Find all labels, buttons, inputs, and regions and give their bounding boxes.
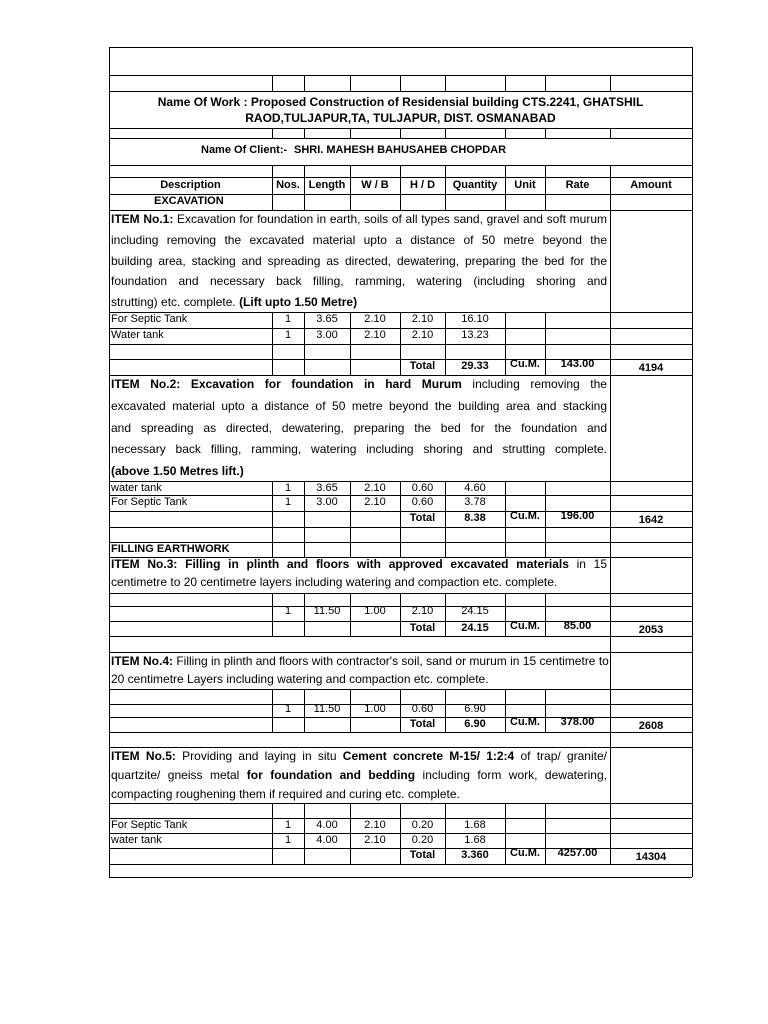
item-note: (Lift upto 1.50 Metre)	[239, 295, 358, 309]
total-label: Total	[409, 512, 436, 524]
description-line	[111, 275, 607, 287]
grid-line	[109, 47, 692, 48]
item-row-length: 4.00	[316, 834, 338, 846]
total-label: Total	[409, 718, 436, 730]
grid-line	[610, 375, 611, 481]
description-line	[111, 750, 607, 762]
description-line	[111, 788, 607, 800]
item-row-desc: For Septic Tank	[111, 819, 188, 831]
description-line	[111, 558, 607, 570]
description-text: Excavation for foundation in hard Murum	[190, 377, 462, 391]
col-description: Description	[160, 179, 221, 191]
description-line	[111, 213, 607, 225]
item-row-desc: For Septic Tank	[111, 496, 188, 508]
description-text: Filling in plinth and floors with contractor's soil, sand or murum in 15 centimetre to	[176, 654, 609, 668]
item-row-hd: 0.20	[411, 834, 434, 846]
item-row-qty: 1.68	[464, 834, 486, 846]
total-unit: Cu.M.	[510, 847, 540, 859]
grid-line	[109, 138, 692, 139]
description-text: Providing and laying in situ	[182, 749, 337, 763]
grid-line	[350, 75, 351, 91]
grid-line	[109, 47, 110, 877]
grid-line	[505, 128, 506, 138]
grid-line	[545, 128, 546, 138]
total-rate: 196.00	[560, 510, 595, 522]
description-text: foundation and necessary back filling, ramming, watering (including shoring and	[111, 274, 607, 288]
section-filling: FILLING EARTHWORK	[111, 543, 230, 555]
grid-line	[692, 47, 693, 877]
item-row-desc: For Septic Tank	[111, 313, 188, 325]
description-line	[111, 378, 607, 390]
grid-line	[109, 747, 692, 748]
grid-line	[272, 803, 273, 864]
item-row-length: 3.00	[316, 329, 338, 341]
section-excavation: EXCAVATION	[154, 195, 224, 207]
grid-line	[610, 128, 611, 138]
total-rate: 143.00	[560, 358, 595, 370]
item-row-length: 3.00	[316, 496, 338, 508]
item-row-desc: water tank	[111, 482, 162, 494]
item-row-qty: 1.68	[464, 819, 486, 831]
grid-line	[610, 636, 611, 689]
work-title-line1: Name Of Work : Proposed Construction of Residensial building CTS.2241, GHATSHIL	[157, 95, 644, 109]
grid-line	[109, 375, 692, 376]
description-text: Filling in plinth and floors with approved excavated materials	[185, 557, 569, 571]
description-text: Excavation for foundation in earth, soils of all types sand, gravel and soft murum	[177, 212, 608, 226]
client-name: SHRI. MAHESH BAHUSAHEB CHOPDAR	[294, 144, 507, 156]
estimate-sheet	[109, 47, 692, 877]
total-unit: Cu.M.	[510, 510, 540, 522]
item-label: ITEM No.1:	[111, 212, 174, 226]
grid-line	[304, 128, 305, 138]
grid-line	[109, 91, 692, 92]
grid-line	[109, 636, 692, 637]
grid-line	[400, 128, 401, 138]
item-row-nos: 1	[284, 329, 292, 341]
total-qty: 8.38	[464, 512, 486, 524]
description-line	[111, 296, 607, 308]
description-line	[111, 400, 607, 412]
item-row-length: 11.50	[313, 703, 341, 715]
total-qty: 3.360	[461, 849, 489, 861]
item-row-desc: Water tank	[111, 329, 164, 341]
description-line	[111, 422, 607, 434]
total-unit: Cu.M.	[510, 358, 540, 370]
total-qty: 29.33	[461, 360, 489, 372]
grid-line	[610, 210, 611, 312]
item-row-desc: water tank	[111, 834, 162, 846]
grid-line	[610, 75, 611, 91]
description-text: and spreading as directed, dewatering, preparing the bed for the foundation and	[111, 421, 607, 435]
grid-line	[109, 877, 692, 878]
description-line	[111, 769, 607, 781]
item-row-length: 11.50	[313, 605, 341, 617]
item-row-hd: 2.10	[411, 329, 434, 341]
total-amount: 1642	[638, 514, 664, 526]
grid-line	[109, 210, 692, 211]
item-row-nos: 1	[284, 496, 292, 508]
total-amount: 4194	[638, 362, 664, 374]
work-title-line2: RAOD,TULJAPUR,TA, TULJAPUR, DIST. OSMANABAD	[245, 111, 556, 125]
description-line	[111, 673, 607, 685]
item-row-qty: 16.10	[461, 313, 489, 325]
item-row-length: 3.65	[316, 482, 338, 494]
col-amount: Amount	[630, 179, 672, 191]
item-row-nos: 1	[284, 605, 292, 617]
item-label: ITEM No.4:	[111, 654, 173, 668]
total-rate: 4257.00	[557, 847, 598, 859]
col-wb: W / B	[361, 179, 389, 191]
grid-line	[109, 652, 692, 653]
item-note: (above 1.50 Metres lift.)	[111, 464, 244, 478]
total-rate: 85.00	[563, 620, 592, 632]
description-text: strutting) etc. complete.	[111, 295, 236, 309]
item-row-hd: 0.20	[411, 819, 434, 831]
col-length: Length	[308, 179, 346, 191]
description-line	[111, 576, 607, 588]
description-text: of trap/ granite/	[520, 749, 607, 763]
item-row-hd: 0.60	[411, 703, 434, 715]
description-text: centimetre to 20 centimetre layers including watering and compaction etc. complete.	[111, 575, 558, 589]
item-label: ITEM No.2:	[111, 377, 181, 391]
grid-line	[610, 557, 611, 593]
item-row-wb: 2.10	[364, 496, 386, 508]
item-row-wb: 2.10	[364, 834, 386, 846]
grid-line	[350, 803, 351, 864]
total-label: Total	[409, 360, 436, 372]
total-unit: Cu.M.	[510, 716, 540, 728]
description-text: excavated material upto a distance of 50 metre beyond the building area and stacking	[111, 399, 607, 413]
grid-line	[109, 864, 692, 865]
description-line	[111, 655, 607, 667]
description-text: in 15	[576, 557, 607, 571]
item-label: ITEM No.3:	[111, 557, 178, 571]
col-quantity: Quantity	[452, 179, 498, 191]
item-row-hd: 0.60	[411, 482, 434, 494]
item-row-wb: 2.10	[364, 313, 386, 325]
grid-line	[545, 75, 546, 91]
item-row-qty: 6.90	[464, 703, 486, 715]
description-text: compacting roughening them if required and curing etc. complete.	[111, 787, 460, 801]
item-row-wb: 2.10	[364, 482, 386, 494]
grid-line	[272, 75, 273, 91]
description-text: including removing the	[472, 377, 607, 391]
item-row-length: 3.65	[316, 313, 338, 325]
item-row-wb: 1.00	[364, 703, 386, 715]
description-text: including form work, dewatering,	[422, 768, 607, 782]
grid-line	[304, 803, 305, 864]
col-unit: Unit	[514, 179, 536, 191]
total-amount: 2608	[638, 720, 664, 732]
item-row-hd: 2.10	[411, 605, 434, 617]
item-row-qty: 13.23	[461, 329, 489, 341]
total-qty: 6.90	[464, 718, 486, 730]
col-rate: Rate	[565, 179, 590, 191]
total-label: Total	[409, 849, 436, 861]
total-amount: 14304	[635, 851, 667, 863]
col-nos: Nos.	[276, 179, 300, 191]
item-row-nos: 1	[284, 834, 292, 846]
grid-line	[400, 75, 401, 91]
grid-line	[304, 75, 305, 91]
client-label: Name Of Client:-	[201, 144, 288, 156]
description-line	[111, 255, 607, 267]
item-row-wb: 2.10	[364, 819, 386, 831]
total-unit: Cu.M.	[510, 620, 540, 632]
grid-line	[109, 732, 692, 733]
description-line	[111, 443, 607, 455]
item-row-nos: 1	[284, 703, 292, 715]
description-text: necessary back filling, ramming, watering including shoring and strutting complete.	[111, 442, 607, 456]
description-line	[111, 234, 607, 246]
description-text: quartzite/ gneiss metal	[111, 768, 240, 782]
grid-line	[445, 128, 446, 138]
item-row-wb: 2.10	[364, 329, 386, 341]
total-qty: 24.15	[461, 622, 489, 634]
item-row-nos: 1	[284, 313, 292, 325]
item-row-hd: 0.60	[411, 496, 434, 508]
grid-line	[505, 75, 506, 91]
total-amount: 2053	[638, 624, 664, 636]
grid-line	[350, 128, 351, 138]
item-row-qty: 24.15	[461, 605, 489, 617]
total-rate: 378.00	[560, 716, 595, 728]
description-line	[111, 465, 607, 477]
item-row-nos: 1	[284, 482, 292, 494]
grid-line	[610, 732, 611, 803]
col-hd: H / D	[409, 179, 436, 191]
grid-line	[272, 128, 273, 138]
total-label: Total	[409, 622, 436, 634]
description-text: building area, stacking and spreading as directed, dewatering, preparing the bed for the	[111, 254, 607, 268]
item-row-length: 4.00	[316, 819, 338, 831]
description-text: Cement concrete M-15/ 1:2:4	[342, 749, 515, 763]
description-text: including removing the excavated material upto a distance of 50 metre beyond the	[111, 233, 607, 247]
item-label: ITEM No.5:	[111, 749, 176, 763]
item-row-hd: 2.10	[411, 313, 434, 325]
item-row-qty: 4.60	[464, 482, 486, 494]
grid-line	[445, 75, 446, 91]
item-row-wb: 1.00	[364, 605, 386, 617]
item-row-nos: 1	[284, 819, 292, 831]
description-text: for foundation and bedding	[246, 768, 416, 782]
description-text: 20 centimetre Layers including watering and compaction etc. complete.	[111, 672, 489, 686]
item-row-qty: 3.78	[464, 496, 486, 508]
